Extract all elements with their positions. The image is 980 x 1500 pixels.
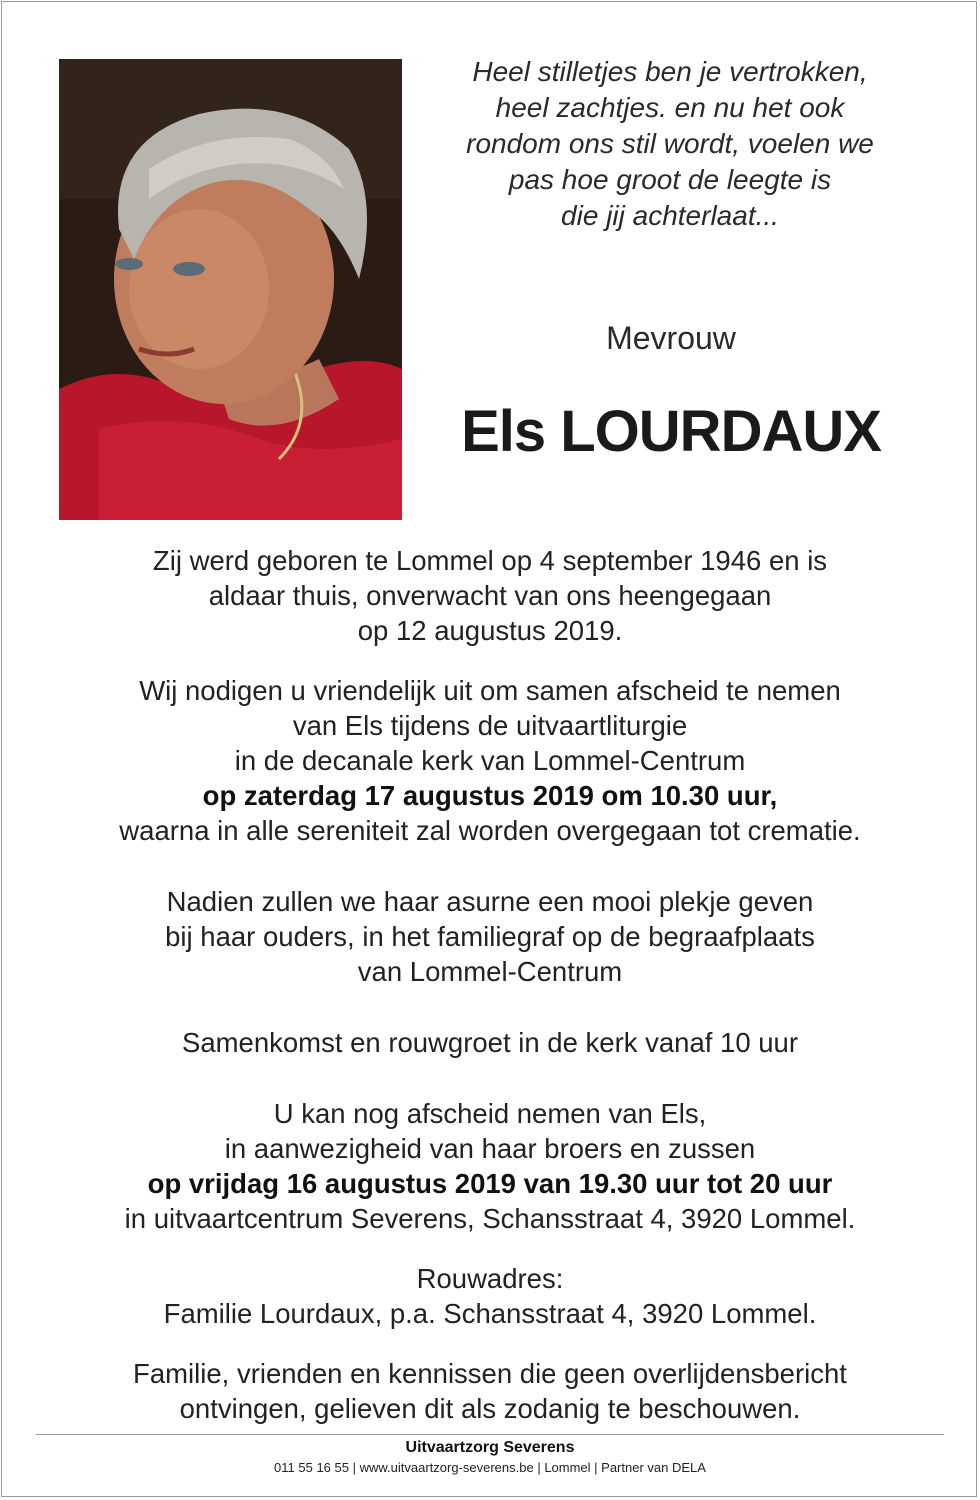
poem bbox=[420, 54, 920, 234]
farewell-line: U kan nog afscheid nemen van Els, bbox=[273, 1098, 707, 1129]
closing-line: ontvingen, gelieven dit als zodanig te beschouwen. bbox=[179, 1393, 801, 1424]
address-line: Familie Lourdaux, p.a. Schansstraat 4, 3920 Lommel. bbox=[163, 1298, 817, 1329]
viewing-location: in uitvaartcentrum Severens, Schansstraat 4, 3920 Lommel. bbox=[124, 1203, 856, 1234]
funeral-date: op zaterdag 17 augustus 2019 om 10.30 uur, bbox=[202, 780, 778, 811]
poem-line: heel zachtjes. en nu het ook bbox=[495, 92, 845, 123]
funeral-home-name: Uitvaartzorg Severens bbox=[405, 1439, 575, 1456]
invite-line: Wij nodigen u vriendelijk uit om samen afscheid te nemen bbox=[139, 675, 841, 706]
funeral-home-contact: 011 55 16 55 | www.uitvaartzorg-severens.be | Lommel | Partner van DELA bbox=[274, 1460, 706, 1475]
closing-line: Familie, vrienden en kennissen die geen overlijdensbericht bbox=[133, 1358, 847, 1389]
poem-line: pas hoe groot de leegte is bbox=[508, 164, 832, 195]
invite-line: van Els tijdens de uitvaartliturgie bbox=[292, 710, 688, 741]
birth-line: aldaar thuis, onverwacht van ons heengegaan bbox=[208, 580, 772, 611]
farewell-line: in aanwezigheid van haar broers en zussen bbox=[224, 1133, 756, 1164]
honorific: Mevrouw bbox=[606, 320, 736, 356]
poem-line: Heel stilletjes ben je vertrokken, bbox=[472, 56, 868, 87]
poem-line: die jij achterlaat... bbox=[561, 200, 779, 231]
gathering-line: Samenkomst en rouwgroet in de kerk vanaf 10 uur bbox=[181, 1027, 799, 1058]
birth-line: Zij werd geboren te Lommel op 4 september 1946 en is bbox=[152, 545, 828, 576]
portrait-photo bbox=[59, 59, 402, 520]
portrait-illustration bbox=[59, 59, 402, 520]
urn-line: van Lommel-Centrum bbox=[357, 956, 623, 987]
poem-line: rondom ons stil wordt, voelen we bbox=[466, 128, 874, 159]
invite-line: in de decanale kerk van Lommel-Centrum bbox=[234, 745, 746, 776]
urn-line: Nadien zullen we haar asurne een mooi plekje geven bbox=[166, 886, 814, 917]
cremation-line: waarna in alle sereniteit zal worden overgegaan tot crematie. bbox=[119, 815, 861, 846]
urn-line: bij haar ouders, in het familiegraf op de begraafplaats bbox=[165, 921, 815, 952]
deceased-name: Els LOURDAUX bbox=[461, 399, 881, 464]
viewing-date: op vrijdag 16 augustus 2019 van 19.30 uur tot 20 uur bbox=[147, 1168, 833, 1199]
birth-line: op 12 augustus 2019. bbox=[357, 615, 623, 646]
address-label: Rouwadres: bbox=[416, 1263, 564, 1294]
footer-divider bbox=[36, 1434, 944, 1435]
announcement-body bbox=[40, 543, 940, 1426]
